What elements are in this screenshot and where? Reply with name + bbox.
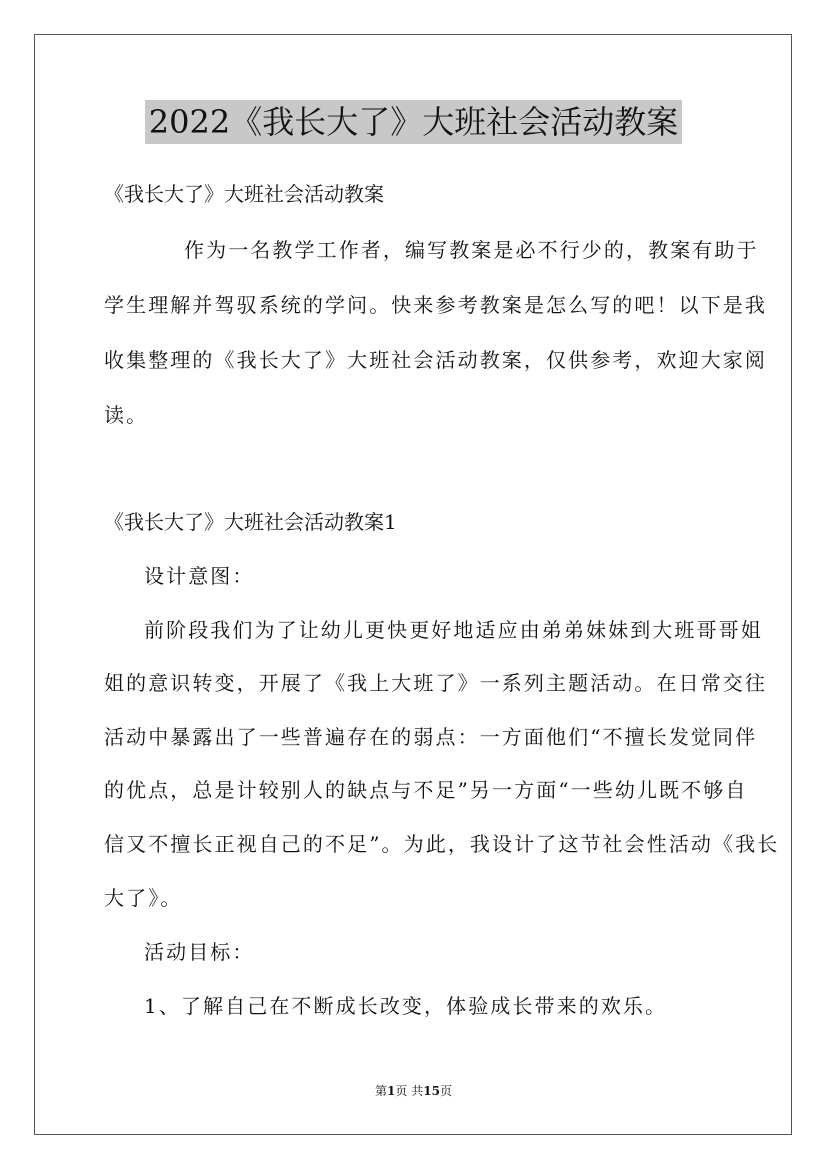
footer-mid: 页 共 xyxy=(395,1084,424,1098)
intro-line-3: 收集整理的《我长大了》大班社会活动教案，仅供参考，欢迎大家阅 xyxy=(104,348,767,372)
goal-label: 活动目标： xyxy=(144,940,255,964)
title-wrap xyxy=(0,100,827,144)
design-line-3: 活动中暴露出了一些普遍存在的弱点：一方面他们“不擅长发觉同伴 xyxy=(104,725,758,749)
design-line-1: 前阶段我们为了让幼儿更快更好地适应由弟弟妹妹到大班哥哥姐 xyxy=(144,618,763,642)
footer-prefix: 第 xyxy=(375,1084,388,1098)
document-subtitle: 《我长大了》大班社会活动教案 xyxy=(104,182,384,206)
section-heading: 《我长大了》大班社会活动教案1 xyxy=(104,510,397,534)
intro-line-1: 作为一名教学工作者，编写教案是必不行少的，教案有助于 xyxy=(184,238,759,262)
goal-item-1: 1、了解自己在不断成长改变，体验成长带来的欢乐。 xyxy=(144,994,668,1018)
design-line-5: 信又不擅长正视自己的不足”。为此，我设计了这节社会性活动《我长 xyxy=(104,832,780,856)
design-line-6: 大了》。 xyxy=(104,886,183,910)
intro-line-2: 学生理解并驾驭系统的学问。快来参考教案是怎么写的吧！以下是我 xyxy=(104,293,767,317)
document-title: 2022《我长大了》大班社会活动教案 xyxy=(145,100,682,144)
footer-page-total: 15 xyxy=(423,1084,440,1098)
design-line-4: 的优点，总是计较别人的缺点与不足”另一方面“一些幼儿既不够自 xyxy=(104,778,748,802)
design-line-2: 姐的意识转变，开展了《我上大班了》一系列主题活动。在日常交往 xyxy=(104,671,767,695)
footer-suffix: 页 xyxy=(439,1084,452,1098)
intro-line-4: 读。 xyxy=(104,403,149,427)
design-label: 设计意图： xyxy=(144,564,255,588)
footer-page-current: 1 xyxy=(387,1084,396,1098)
page-footer xyxy=(0,1083,827,1099)
